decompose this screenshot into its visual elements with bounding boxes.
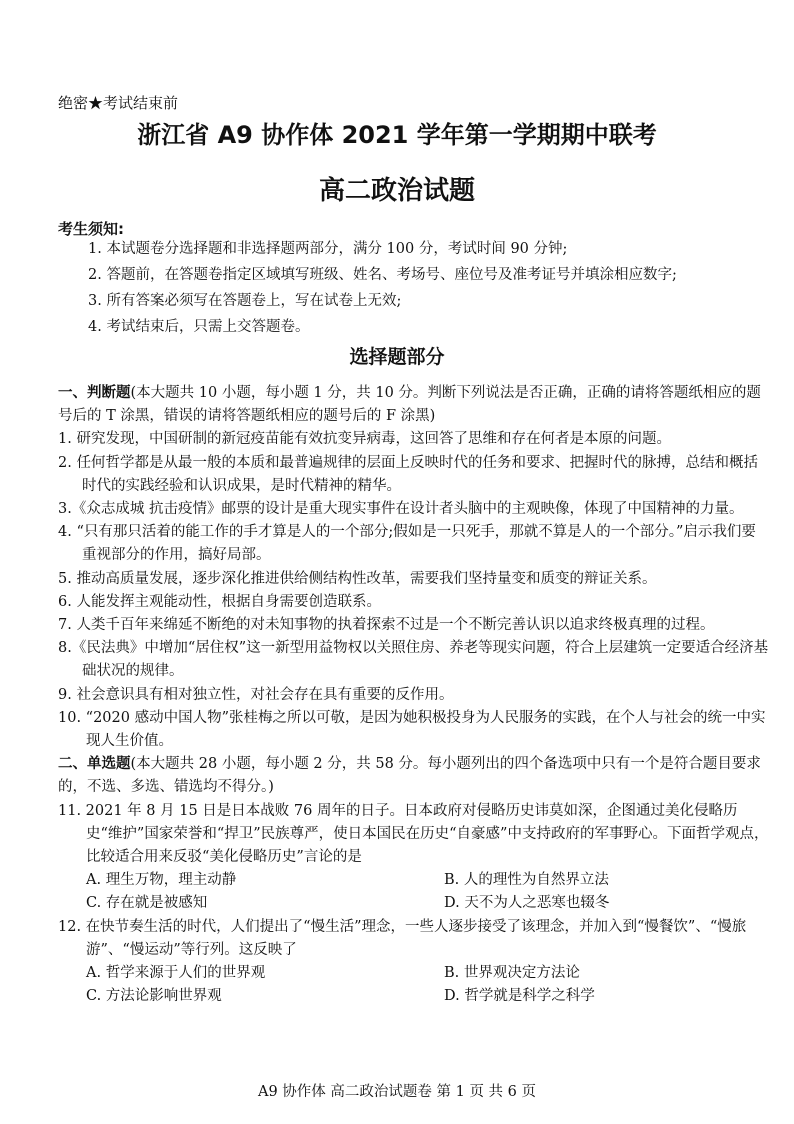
notice-item: 2. 答题前，在答题卷指定区域填写班级、姓名、考场号、座位号及准考证号并填涂相应数字; — [88, 267, 677, 283]
secret-mark: 绝密★考试结束前 — [58, 94, 179, 112]
part1-instruction: (本大题共 10 小题，每小题 1 分，共 10 分。判断下列说法是否正确，正确的请将答题纸相应的题号后的 T 涂黑，错误的请将答题纸相应的题号后的 F 涂黑) — [58, 385, 761, 425]
page-footer: A9 协作体 高二政治试题卷 第 1 页 共 6 页 — [257, 1084, 537, 1100]
option-d: D. 天不为人之恶寒也辍冬 — [444, 895, 610, 912]
judge-item: 1. 研究发现，中国研制的新冠疫苗能有效抗变异病毒，这回答了思维和存在何者是本原的问题。 — [58, 431, 671, 448]
question-options — [58, 869, 770, 915]
judge-item: 4. “只有那只活着的能工作的手才算是人的一个部分;假如是一只死手，那就不算是人的一个部分。”启示我们要重视部分的作用，搞好局部。 — [58, 524, 756, 564]
judge-item: 5. 推动高质量发展，逐步深化推进供给侧结构性改革，需要我们坚持量变和质变的辩证关系。 — [58, 570, 657, 587]
question-options — [58, 962, 770, 1008]
judge-item: 6. 人能发挥主观能动性，根据自身需要创造联系。 — [58, 593, 381, 610]
question-stem: 12. 在快节奏生活的时代，人们提出了“慢生活”理念，一些人逐步接受了该理念，并加入到“慢餐饮”、“慢旅游”、“慢运动”等行列。这反映了 — [58, 918, 747, 958]
part2-instruction: (本大题共 28 小题，每小题 2 分，共 58 分。每小题列出的四个备选项中只有一个是符合题目要求的，不选、多选、错选均不得分。) — [58, 756, 761, 796]
part2-heading — [58, 753, 770, 799]
judge-item: 2. 任何哲学都是从最一般的本质和最普遍规律的层面上反映时代的任务和要求、把握时代的脉搏，总结和概括时代的实践经验和认识成果，是时代精神的精华。 — [58, 454, 758, 494]
exam-subtitle: 高二政治试题 — [318, 176, 475, 206]
notice-heading: 考生须知: — [58, 220, 124, 238]
notice-item: 3. 所有答案必须写在答题卷上，写在试卷上无效; — [88, 293, 402, 309]
option-a: A. 理生万物，理主动静 — [86, 872, 237, 889]
part2-label: 二、单选题 — [58, 756, 131, 773]
judge-item: 7. 人类千百年来绵延不断绝的对未知事物的执着探索不过是一个不断完善认识以追求终极真理的过程。 — [58, 617, 715, 634]
part1-heading — [58, 382, 770, 428]
option-b: B. 世界观决定方法论 — [444, 965, 580, 982]
question-stem: 11. 2021 年 8 月 15 日是日本战败 76 周年的日子。日本政府对侵略历史讳莫如深，企图通过美化侵略历史“维护”国家荣誉和“捍卫”民族尊严，使日本国民在历史“自豪感”中支持政府的军事野心。下面哲学观点，比较适合用来反驳“美化侵略历史”言论的是 — [58, 802, 769, 866]
judge-item: 8.《民法典》中增加“居住权”这一新型用益物权以关照住房、养老等现实问题，符合上层建筑一定要适合经济基础状况的规律。 — [58, 640, 769, 680]
questions-body — [58, 382, 770, 1008]
notice-item: 1. 本试题卷分选择题和非选择题两部分，满分 100 分，考试时间 90 分钟; — [88, 241, 568, 257]
option-c: C. 方法论影响世界观 — [86, 988, 222, 1005]
notice-item: 4. 考试结束后，只需上交答题卷。 — [88, 319, 310, 335]
judge-item: 9. 社会意识具有相对独立性，对社会存在具有重要的反作用。 — [58, 686, 454, 703]
judge-item: 3.《众志成城 抗击疫情》邮票的设计是重大现实事件在设计者头脑中的主观映像，体现了中国精神的力量。 — [58, 501, 744, 518]
option-d: D. 哲学就是科学之科学 — [444, 988, 595, 1005]
option-b: B. 人的理性为自然界立法 — [444, 872, 609, 889]
option-c: C. 存在就是被感知 — [86, 895, 208, 912]
option-a: A. 哲学来源于人们的世界观 — [86, 965, 266, 982]
judge-item: 10. “2020 感动中国人物”张桂梅之所以可敬，是因为她积极投身为人民服务的实践，在个人与社会的统一中实现人生价值。 — [58, 709, 766, 750]
exam-title: 浙江省 A9 协作体 2021 学年第一学期期中联考 — [137, 121, 657, 149]
section-title: 选择题部分 — [349, 346, 445, 368]
part1-label: 一、判断题 — [58, 385, 131, 401]
notice-list — [88, 236, 778, 340]
